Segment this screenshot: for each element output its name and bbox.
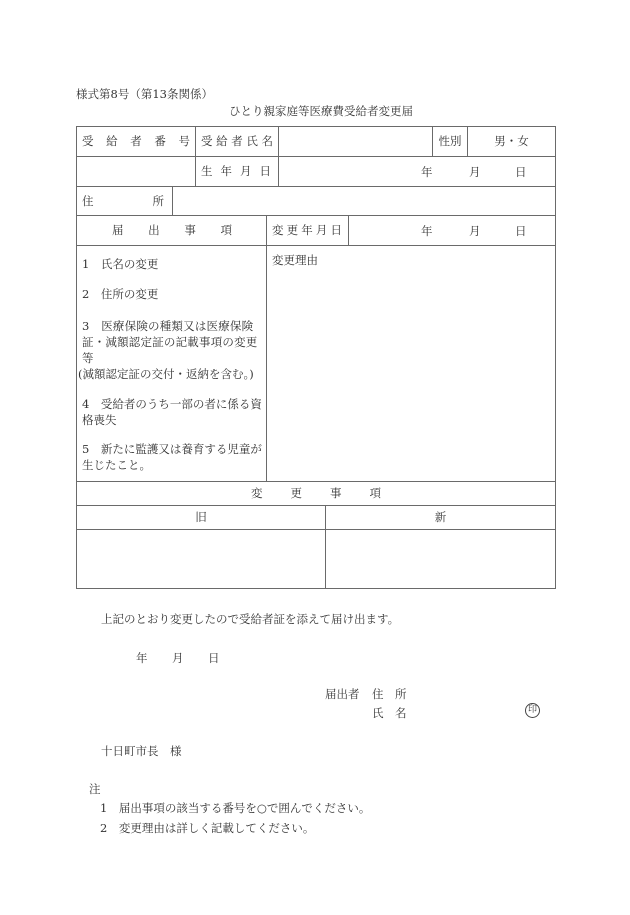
label-char: 更 <box>290 486 302 500</box>
label-char: 事 <box>330 486 342 500</box>
change-reason-field[interactable] <box>267 246 555 481</box>
change-reason-label: 変更理由 <box>272 253 318 267</box>
note-item: 2 変更理由は詳しく記載してください。 <box>100 821 315 835</box>
recipient-name-label <box>201 126 273 156</box>
label-char: 出 <box>148 223 160 237</box>
label-char: 者 <box>231 134 243 148</box>
recipient-number-label <box>82 126 190 156</box>
addressee: 十日町市長 様 <box>101 744 182 758</box>
label-char: 名 <box>261 134 273 148</box>
birthdate-label <box>201 156 271 186</box>
year-unit: 年 <box>421 224 433 238</box>
label-char: 住 <box>82 193 94 208</box>
label-char: 月 <box>315 223 328 237</box>
note-item: 1 届出事項の該当する番号を○で囲んでください。 <box>100 801 371 815</box>
label-char: 受 <box>201 134 213 148</box>
change-date-label <box>272 215 342 245</box>
year-unit: 年 <box>421 165 433 179</box>
label-char: 年 <box>301 223 313 237</box>
label-char: 事 <box>184 223 196 237</box>
month-unit: 月 <box>172 651 184 665</box>
month-unit: 月 <box>469 224 481 238</box>
applicant-name-field[interactable] <box>412 703 517 719</box>
label-char: 更 <box>286 223 299 237</box>
list-item[interactable]: 1 氏名の変更 <box>82 257 159 271</box>
applicant-name-label: 氏 名 <box>372 706 407 720</box>
notification-items-label <box>112 215 232 245</box>
applicant-label: 届出者 <box>325 687 360 701</box>
recipient-name-field[interactable] <box>279 127 431 155</box>
address-field[interactable] <box>173 187 554 214</box>
label-char: 変 <box>251 486 263 500</box>
form-title: ひとり親家庭等医療費受給者変更届 <box>229 104 413 118</box>
notes-heading: 注 <box>89 782 101 796</box>
change-items-label <box>77 481 555 505</box>
month-unit: 月 <box>469 165 481 179</box>
day-unit: 日 <box>515 165 527 179</box>
label-char: 月 <box>240 164 252 178</box>
label-char: 日 <box>330 223 342 237</box>
list-item[interactable]: 2 住所の変更 <box>82 287 159 301</box>
label-char: 番 <box>154 134 166 148</box>
applicant-address-field[interactable] <box>412 684 532 700</box>
applicant-address-label: 住 所 <box>372 687 407 701</box>
address-label <box>82 186 164 215</box>
label-char: 年 <box>220 164 232 178</box>
declaration-text: 上記のとおり変更したので受給者証を添えて届け出ます。 <box>101 612 400 626</box>
label-char: 項 <box>369 486 381 500</box>
list-item[interactable]: 5 新たに監護又は養育する児童が生じたこと。 <box>82 442 262 472</box>
seal-icon: 印 <box>525 703 540 718</box>
gender-options[interactable]: 男・女 <box>494 134 529 148</box>
label-char: 給 <box>216 134 228 148</box>
label-char: 者 <box>130 134 142 148</box>
old-value-field[interactable] <box>77 530 324 587</box>
old-label: 旧 <box>195 510 207 524</box>
list-item[interactable]: 3 医療保険の種類又は医療保険証・減額認定証の記載事項の変更等 <box>82 319 258 365</box>
label-char: 届 <box>112 223 124 237</box>
year-unit: 年 <box>136 651 148 665</box>
label-char: 生 <box>201 164 213 178</box>
gender-label: 性別 <box>438 134 462 148</box>
new-value-field[interactable] <box>326 530 554 587</box>
form-number: 様式第8号（第13条関係） <box>76 87 213 101</box>
label-char: 日 <box>259 164 271 178</box>
label-char: 項 <box>220 223 232 237</box>
label-char: 受 <box>82 134 94 148</box>
label-char: 所 <box>152 193 164 208</box>
label-char: 変 <box>272 223 284 237</box>
label-char: 号 <box>178 134 190 148</box>
day-unit: 日 <box>208 651 220 665</box>
day-unit: 日 <box>515 224 527 238</box>
label-char: 氏 <box>246 134 258 148</box>
list-item[interactable]: 4 受給者のうち一部の者に係る資格喪失 <box>82 397 262 427</box>
recipient-number-field[interactable] <box>77 157 195 185</box>
label-char: 給 <box>106 134 118 148</box>
new-label: 新 <box>434 510 447 524</box>
list-item-note: (減額認定証の交付・返納を含む。) <box>78 367 254 381</box>
